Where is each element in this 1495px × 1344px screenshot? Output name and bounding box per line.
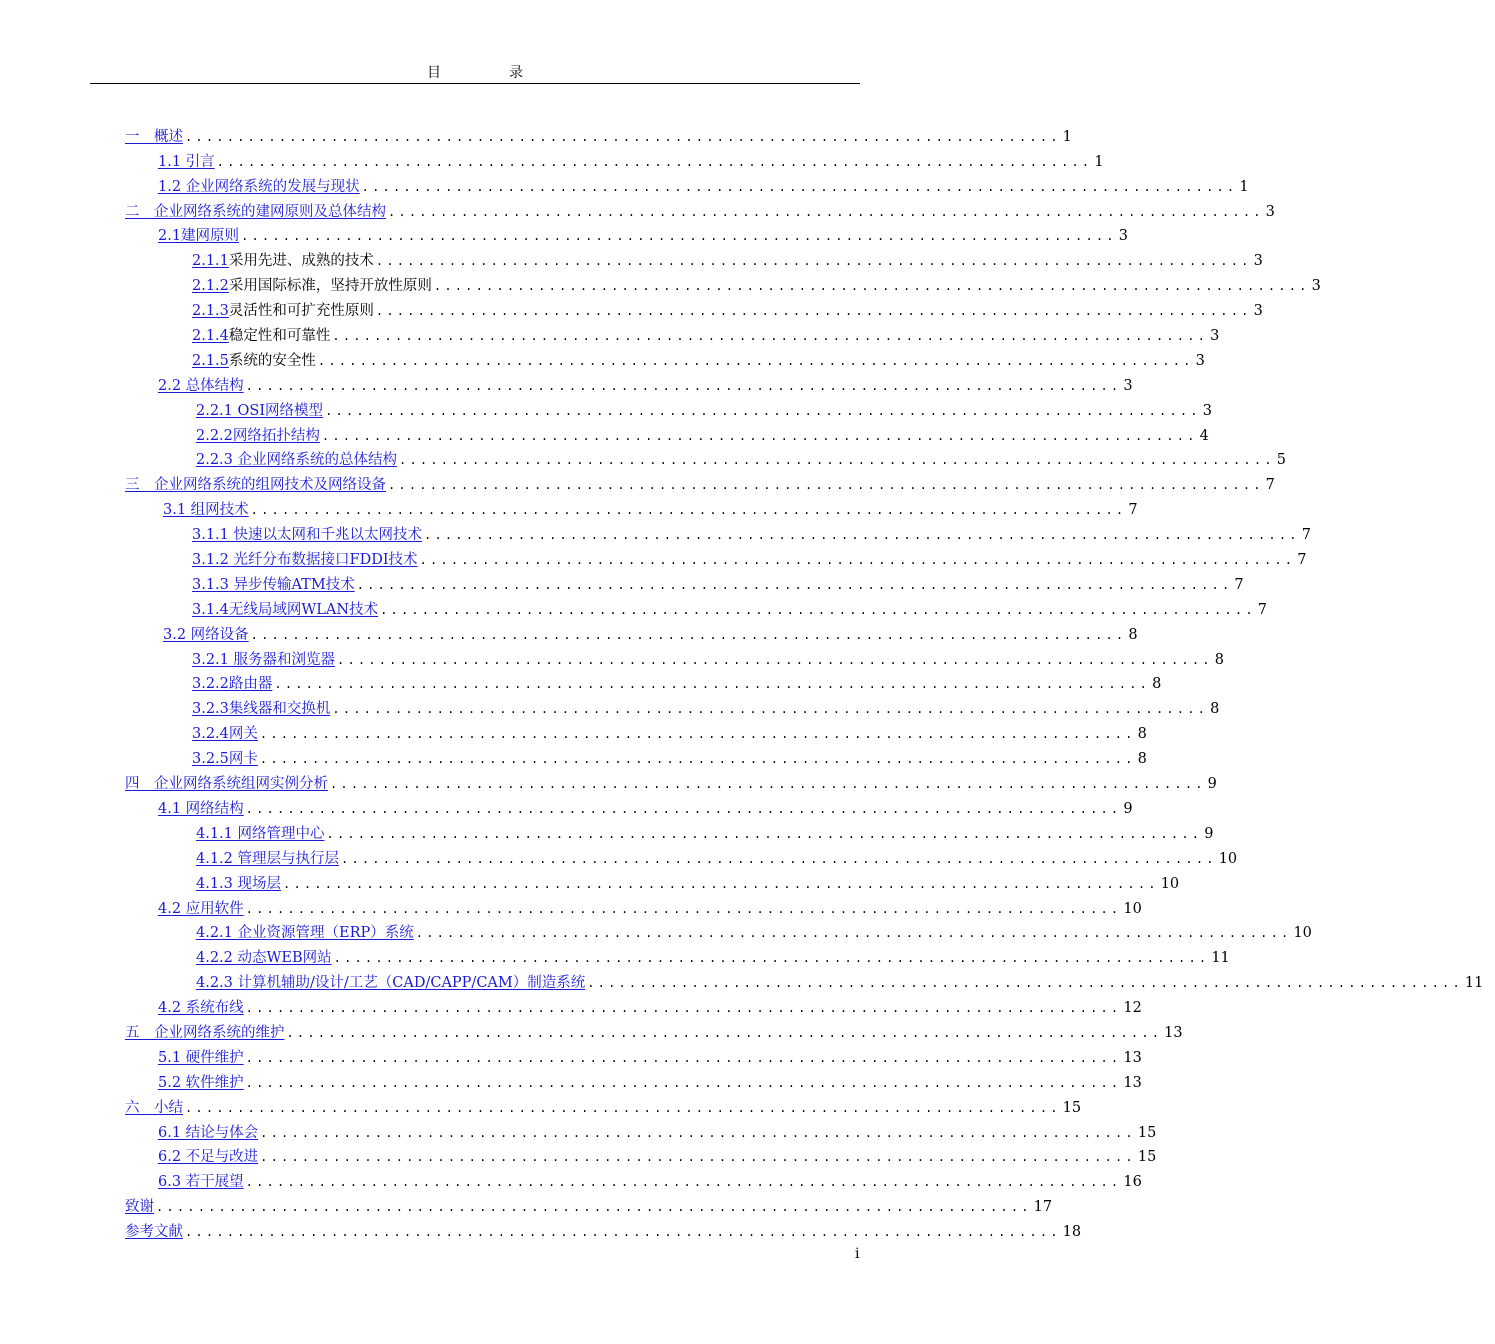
- toc-page-number: 7: [1257, 601, 1267, 618]
- toc-entry-link[interactable]: 2.1.5: [192, 352, 229, 369]
- toc-entry: [0, 494, 1138, 519]
- dot-leader: ....................................................................................: [337, 652, 1213, 667]
- dot-leader: ....................................................................................: [274, 677, 1151, 692]
- toc-entry: [0, 868, 1180, 893]
- toc-entry: [0, 893, 1142, 918]
- toc-entry-row: [192, 327, 1220, 345]
- toc-entry: [0, 320, 1220, 345]
- toc-page-number: 10: [1293, 925, 1312, 942]
- toc-entry: [0, 420, 1209, 445]
- toc-entry: [0, 370, 1133, 395]
- toc-entry: [0, 818, 1214, 843]
- toc-page-number: 8: [1128, 626, 1138, 643]
- toc-entry-link[interactable]: 4.2.3 计算机辅助/设计/工艺（CAD/CAPP/CAM）制造系统: [196, 975, 586, 992]
- toc-page-number: 12: [1123, 1000, 1142, 1017]
- dot-leader: ....................................................................................: [259, 727, 1136, 742]
- toc-entry-row: [192, 302, 1263, 320]
- toc-entry-row: [192, 277, 1321, 295]
- toc-entry-title: 采用国际标准，坚持开放性原则: [228, 278, 432, 295]
- toc-entry-link[interactable]: 4.1.1 网络管理中心: [196, 825, 325, 842]
- dot-leader: ....................................................................................: [326, 826, 1203, 841]
- toc-entry-link[interactable]: 二 企业网络系统的建网原则及总体结构: [125, 203, 386, 220]
- table-of-contents: [0, 121, 1484, 1241]
- toc-entry-row: [196, 850, 1238, 868]
- toc-entry-row: [158, 1074, 1142, 1092]
- toc-entry: [0, 669, 1162, 694]
- toc-entry: [0, 221, 1128, 246]
- toc-entry-row: [125, 1024, 1183, 1042]
- toc-entry: [0, 196, 1275, 221]
- toc-entry: [0, 1017, 1183, 1042]
- toc-entry-row: [192, 700, 1220, 718]
- dot-leader: ....................................................................................: [325, 403, 1201, 418]
- dot-leader: ....................................................................................: [330, 777, 1206, 792]
- toc-entry-row: [192, 526, 1311, 544]
- toc-entry: [0, 469, 1275, 494]
- toc-page-number: 3: [1253, 253, 1263, 270]
- dot-leader: ....................................................................................: [241, 229, 1117, 244]
- toc-entry-link[interactable]: 5.1 硬件维护: [158, 1049, 244, 1066]
- toc-entry-link[interactable]: 4.1.3 现场层: [196, 875, 282, 892]
- dot-leader: ....................................................................................: [245, 1050, 1122, 1065]
- dot-leader: ....................................................................................: [433, 279, 1310, 294]
- toc-entry: [0, 569, 1244, 594]
- toc-entry: [0, 445, 1286, 470]
- toc-page-number: 3: [1311, 278, 1321, 295]
- toc-entry-link[interactable]: 3.1.4无线局域网WLAN技术: [192, 601, 379, 618]
- footer-page-number: i: [855, 1246, 860, 1262]
- toc-entry-row: [192, 651, 1224, 669]
- toc-entry-link[interactable]: 3.1.1 快速以太网和千兆以太网技术: [192, 527, 423, 544]
- toc-entry-link[interactable]: 2.1.1: [192, 253, 229, 270]
- dot-leader: ....................................................................................: [361, 179, 1238, 194]
- toc-entry: [0, 1191, 1053, 1216]
- toc-entry: [0, 270, 1321, 295]
- toc-entry: [0, 1166, 1142, 1191]
- toc-entry-row: [192, 252, 1263, 270]
- dot-leader: ....................................................................................: [380, 602, 1256, 617]
- toc-page-number: 1: [1062, 128, 1072, 145]
- toc-page-number: 3: [1118, 228, 1128, 245]
- toc-entry-link[interactable]: 致谢: [125, 1199, 154, 1216]
- toc-entry-row: [196, 875, 1180, 893]
- toc-entry-row: [196, 949, 1230, 967]
- toc-entry: [0, 918, 1312, 943]
- toc-page-number: 9: [1123, 800, 1133, 817]
- toc-entry-link[interactable]: 五 企业网络系统的维护: [125, 1024, 285, 1041]
- dot-leader: ....................................................................................: [156, 1200, 1032, 1215]
- toc-page-number: 9: [1204, 825, 1214, 842]
- toc-entry-title: 系统的安全性: [228, 352, 316, 369]
- toc-entry: [0, 295, 1263, 320]
- toc-entry-link[interactable]: 6.2 不足与改进: [158, 1149, 259, 1166]
- toc-entry-row: [125, 203, 1275, 221]
- dot-leader: ....................................................................................: [317, 353, 1194, 368]
- toc-entry-link[interactable]: 3.2.1 服务器和浏览器: [192, 651, 336, 668]
- toc-page-number: 10: [1160, 875, 1180, 892]
- toc-entry-row: [158, 377, 1133, 395]
- toc-entry-row: [192, 576, 1244, 594]
- toc-page-number: 5: [1276, 452, 1286, 469]
- toc-entry-link[interactable]: 参考文献: [125, 1224, 183, 1241]
- toc-page-number: 17: [1033, 1199, 1053, 1216]
- toc-page-number: 13: [1123, 1049, 1142, 1066]
- toc-entry: [0, 544, 1307, 569]
- toc-entry-link[interactable]: 2.2 总体结构: [158, 377, 244, 394]
- toc-entry-link[interactable]: 3.1.2 光纤分布数据接口FDDI技术: [192, 552, 418, 569]
- toc-entry: [0, 1142, 1157, 1167]
- toc-entry-link[interactable]: 3.2.3集线器和交换机: [192, 701, 331, 718]
- dot-leader: ....................................................................................: [245, 1001, 1122, 1016]
- toc-entry-link[interactable]: 3.2 网络设备: [163, 626, 249, 643]
- toc-entry-row: [158, 1124, 1157, 1142]
- dot-leader: ....................................................................................: [185, 129, 1061, 144]
- toc-page-number: 8: [1214, 651, 1224, 668]
- toc-entry: [0, 768, 1217, 793]
- dot-leader: ....................................................................................: [283, 876, 1159, 891]
- toc-entry-link[interactable]: 1.1 引言: [158, 153, 215, 170]
- toc-entry-link[interactable]: 4.1 网络结构: [158, 800, 244, 817]
- toc-entry-link[interactable]: 4.2.1 企业资源管理（ERP）系统: [196, 925, 414, 942]
- toc-entry-row: [125, 1223, 1082, 1241]
- dot-leader: ....................................................................................: [424, 528, 1300, 543]
- toc-entry-row: [196, 825, 1214, 843]
- toc-entry-link[interactable]: 3.1.3 异步传输ATM技术: [192, 576, 355, 593]
- toc-entry: [0, 843, 1238, 868]
- toc-entry-link[interactable]: 3.2.4网关: [192, 726, 258, 743]
- toc-entry-row: [125, 128, 1072, 146]
- dot-leader: ....................................................................................: [245, 1175, 1122, 1190]
- dot-leader: ....................................................................................: [185, 1225, 1061, 1240]
- dot-leader: ....................................................................................: [245, 901, 1122, 916]
- toc-entry-row: [125, 775, 1217, 793]
- toc-entry-link[interactable]: 2.1建网原则: [158, 228, 240, 245]
- dot-leader: ....................................................................................: [250, 503, 1127, 518]
- toc-entry-row: [158, 800, 1133, 818]
- dot-leader: ....................................................................................: [260, 1125, 1136, 1140]
- dot-leader: ....................................................................................: [388, 204, 1264, 219]
- toc-entry-row: [158, 227, 1128, 245]
- toc-page-number: 7: [1301, 527, 1311, 544]
- toc-entry-row: [192, 601, 1267, 619]
- toc-entry-link[interactable]: 2.2.3 企业网络系统的总体结构: [196, 452, 398, 469]
- toc-entry-row: [196, 451, 1286, 469]
- toc-page-number: 3: [1210, 328, 1220, 345]
- dot-leader: ....................................................................................: [332, 702, 1209, 717]
- dot-leader: ....................................................................................: [245, 801, 1122, 816]
- toc-page-number: 3: [1202, 402, 1212, 419]
- toc-entry: [0, 743, 1147, 768]
- toc-entry-link[interactable]: 六 小结: [125, 1099, 183, 1116]
- toc-entry: [0, 1067, 1142, 1092]
- toc-page-number: 13: [1164, 1024, 1183, 1041]
- toc-page-number: 1: [1239, 178, 1249, 195]
- toc-entry: [0, 1042, 1142, 1067]
- toc-page-number: 15: [1137, 1124, 1157, 1141]
- toc-page-number: 11: [1211, 950, 1230, 967]
- toc-entry-link[interactable]: 四 企业网络系统组网实例分析: [125, 776, 328, 793]
- toc-page-number: 8: [1152, 676, 1162, 693]
- toc-entry-link[interactable]: 2.1.2: [192, 278, 229, 295]
- dot-leader: ....................................................................................: [399, 453, 1275, 468]
- toc-page-number: 8: [1137, 726, 1147, 743]
- dot-leader: ....................................................................................: [375, 254, 1252, 269]
- toc-entry-link[interactable]: 6.3 若干展望: [158, 1174, 244, 1191]
- header-rule: [90, 83, 860, 84]
- toc-page-number: 16: [1123, 1174, 1142, 1191]
- dot-leader: ....................................................................................: [321, 428, 1198, 443]
- toc-page-number: 1: [1094, 153, 1104, 170]
- toc-entry-row: [196, 974, 1484, 992]
- dot-leader: ....................................................................................: [245, 378, 1122, 393]
- toc-entry: [0, 1092, 1082, 1117]
- toc-page-number: 8: [1210, 701, 1220, 718]
- toc-entry: [0, 345, 1205, 370]
- toc-entry-row: [158, 1049, 1142, 1067]
- toc-entry-link[interactable]: 一 概述: [125, 128, 183, 145]
- dot-leader: ....................................................................................: [250, 627, 1127, 642]
- dot-leader: ....................................................................................: [341, 851, 1217, 866]
- toc-page-number: 13: [1123, 1074, 1142, 1091]
- toc-entry-row: [158, 1173, 1142, 1191]
- toc-entry: [0, 519, 1311, 544]
- toc-entry-row: [158, 1148, 1157, 1166]
- toc-entry-link[interactable]: 5.2 软件维护: [158, 1074, 244, 1091]
- toc-entry: [0, 644, 1224, 669]
- toc-entry-row: [158, 999, 1142, 1017]
- toc-page-number: 3: [1265, 203, 1275, 220]
- toc-entry: [0, 967, 1484, 992]
- toc-entry: [0, 1216, 1082, 1241]
- toc-entry: [0, 594, 1267, 619]
- dot-leader: ....................................................................................: [419, 553, 1296, 568]
- toc-page-number: 7: [1297, 552, 1307, 569]
- dot-leader: ....................................................................................: [216, 154, 1093, 169]
- toc-entry: [0, 1117, 1157, 1142]
- toc-page-number: 7: [1128, 502, 1138, 519]
- toc-entry: [0, 992, 1142, 1017]
- toc-entry: [0, 619, 1138, 644]
- toc-page-number: 7: [1234, 576, 1244, 593]
- toc-entry-link[interactable]: 2.1.4: [192, 328, 229, 345]
- toc-entry-link[interactable]: 1.2 企业网络系统的发展与现状: [158, 178, 360, 195]
- toc-page-number: 10: [1123, 900, 1142, 917]
- dot-leader: ....................................................................................: [415, 926, 1292, 941]
- toc-page-number: 3: [1123, 377, 1133, 394]
- dot-leader: ....................................................................................: [333, 951, 1210, 966]
- dot-leader: ....................................................................................: [332, 329, 1209, 344]
- dot-leader: ....................................................................................: [375, 304, 1252, 319]
- toc-entry-row: [196, 924, 1312, 942]
- toc-page-number: 9: [1207, 776, 1217, 793]
- toc-entry-link[interactable]: 3.1 组网技术: [163, 502, 249, 519]
- toc-page-number: 3: [1253, 303, 1263, 320]
- toc-entry: [0, 171, 1249, 196]
- toc-entry-row: [125, 476, 1275, 494]
- toc-entry: [0, 245, 1263, 270]
- toc-entry-link[interactable]: 2.2.1 OSI网络模型: [196, 402, 324, 419]
- toc-page-number: 11: [1464, 975, 1484, 992]
- dot-leader: ....................................................................................: [587, 976, 1463, 991]
- toc-entry: [0, 942, 1230, 967]
- toc-page-number: 10: [1218, 850, 1238, 867]
- dot-leader: ....................................................................................: [286, 1025, 1163, 1040]
- toc-entry: [0, 793, 1133, 818]
- toc-page-number: 18: [1062, 1224, 1082, 1241]
- toc-entry-row: [192, 551, 1307, 569]
- toc-entry-row: [192, 675, 1162, 693]
- toc-entry-row: [158, 153, 1104, 171]
- dot-leader: ....................................................................................: [245, 1075, 1122, 1090]
- toc-entry: [0, 146, 1104, 171]
- toc-entry-link[interactable]: 6.1 结论与体会: [158, 1124, 259, 1141]
- toc-entry: [0, 395, 1212, 420]
- toc-entry: [0, 693, 1220, 718]
- toc-entry-row: [192, 725, 1147, 743]
- toc-page-number: 15: [1062, 1099, 1082, 1116]
- toc-entry-link[interactable]: 2.2.2网络拓扑结构: [196, 427, 320, 444]
- toc-entry-link[interactable]: 2.1.3: [192, 303, 229, 320]
- toc-entry-row: [196, 402, 1212, 420]
- toc-entry-row: [163, 501, 1138, 519]
- toc-page-number: 3: [1195, 352, 1205, 369]
- toc-page-number: 8: [1137, 751, 1147, 768]
- toc-entry: [0, 718, 1147, 743]
- toc-entry-row: [196, 427, 1209, 445]
- toc-entry-title: 稳定性和可靠性: [228, 328, 331, 345]
- dot-leader: ....................................................................................: [185, 1100, 1061, 1115]
- toc-entry-title: 采用先进、成熟的技术: [228, 253, 374, 270]
- toc-entry-row: [125, 1099, 1082, 1117]
- toc-page-number: 7: [1265, 477, 1275, 494]
- toc-page-number: 4: [1199, 427, 1209, 444]
- toc-entry-row: [163, 626, 1138, 644]
- toc-entry-link[interactable]: 3.2.5网卡: [192, 751, 258, 768]
- toc-entry-link[interactable]: 4.2 系统布线: [158, 1000, 244, 1017]
- toc-entry-link[interactable]: 3.2.2路由器: [192, 676, 273, 693]
- toc-entry-link[interactable]: 4.2.2 动态WEB网站: [196, 950, 332, 967]
- toc-entry-row: [158, 178, 1249, 196]
- toc-entry-link[interactable]: 三 企业网络系统的组网技术及网络设备: [125, 477, 386, 494]
- toc-page-number: 15: [1137, 1149, 1157, 1166]
- page-title: 目录: [427, 65, 591, 81]
- dot-leader: ....................................................................................: [388, 478, 1264, 493]
- toc-entry-row: [192, 750, 1147, 768]
- dot-leader: ....................................................................................: [260, 1150, 1136, 1165]
- dot-leader: ....................................................................................: [356, 577, 1233, 592]
- toc-entry-title: 灵活性和可扩充性原则: [228, 303, 374, 320]
- toc-entry-row: [192, 352, 1205, 370]
- dot-leader: ....................................................................................: [259, 752, 1136, 767]
- toc-entry: [0, 121, 1072, 146]
- toc-entry-row: [158, 900, 1142, 918]
- toc-entry-link[interactable]: 4.2 应用软件: [158, 900, 244, 917]
- toc-entry-row: [125, 1198, 1053, 1216]
- toc-entry-link[interactable]: 4.1.2 管理层与执行层: [196, 850, 340, 867]
